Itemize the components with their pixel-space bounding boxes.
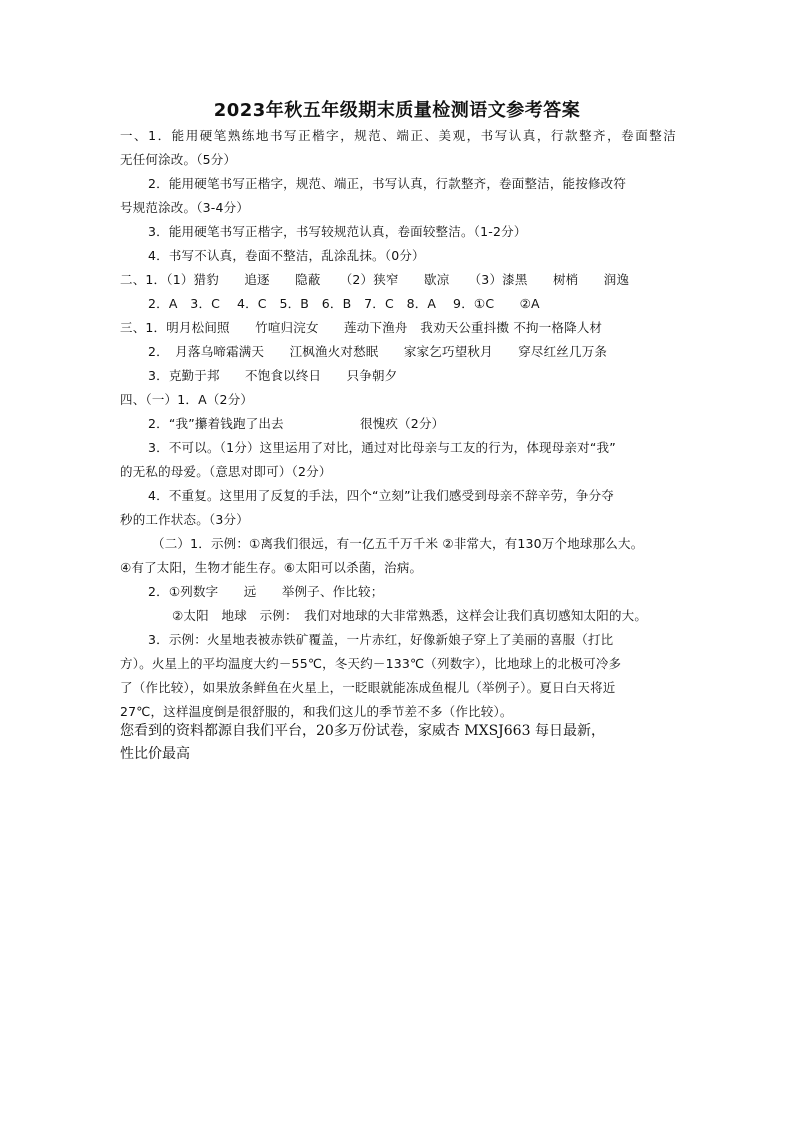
footer-note: 性比价最高 [120,746,190,762]
answer-line: ②太阳 地球 示例： 我们对地球的大非常熟悉，这样会让我们真切感知太阳的大。 [172,608,648,623]
answer-line: 的无私的母爱。（意思对即可）（2分） [120,464,332,479]
answer-line: 3．不可以。（1分）这里运用了对比，通过对比母亲与工友的行为，体现母亲对“我” [148,440,616,455]
answer-line: 3．能用硬笔书写正楷字，书写较规范认真，卷面较整洁。（1-2分） [148,224,527,239]
answer-line: 2．“我”攥着钱跑了出去 很愧疚（2分） [148,416,445,431]
answer-line: 二、1．（1）猎豹 追逐 隐蔽 （2）狭窄 歇凉 （3）漆黑 树梢 润逸 [120,272,630,287]
footer-note: 您看到的资料都源自我们平台，20多万份试卷，家威杏 MXSJ663 每日最新， [120,723,605,739]
answer-line: 三、1．明月松间照 竹喧归浣女 莲动下渔舟 我劝天公重抖擞 不拘一格降人材 [120,320,603,335]
answer-line: 3．克勤于邦 不饱食以终日 只争朝夕 [148,368,398,383]
answer-line: 4．不重复。这里用了反复的手法，四个“立刻”让我们感受到母亲不辞辛劳，争分夺 [148,488,615,503]
answer-line: 无任何涂改。（5分） [120,152,237,167]
answer-line: 秒的工作状态。（3分） [120,512,249,527]
answer-line: （二）1．示例：①离我们很远，有一亿五千万千米 ②非常大，有130万个地球那么大。 [152,536,644,551]
answer-line: 3．示例：火星地表被赤铁矿覆盖，一片赤红，好像新娘子穿上了美丽的喜服（打比 [148,632,614,647]
page-title: 2023年秋五年级期末质量检测语文参考答案 [213,100,581,121]
answer-line: 四、（一）1．A（2分） [120,392,254,407]
answer-line: 4．书写不认真，卷面不整洁，乱涂乱抹。（0分） [148,248,425,263]
answer-line: 2．A 3．C 4．C 5．B 6．B 7．C 8．A 9．①C ②A [148,296,540,311]
answer-line: 方）。火星上的平均温度大约－55℃，冬天约－133℃（列数字），比地球上的北极可冷多 [120,656,622,671]
answer-line: 了（作比较），如果放条鲜鱼在火星上，一眨眼就能冻成鱼棍儿（举例子）。夏日白天将近 [120,680,616,695]
answer-line: 2．①列数字 远 举例子、作比较； [148,584,384,599]
answer-line: ④有了太阳，生物才能生存。⑥太阳可以杀菌，治病。 [120,560,423,575]
answer-line: 号规范涂改。（3-4分） [120,200,250,215]
answer-line: 一、1．能用硬笔熟练地书写正楷字，规范、端正、美观，书写认真，行款整齐，卷面整洁 [120,128,676,143]
answer-line: 2． 月落乌啼霜满天 江枫渔火对愁眠 家家乞巧望秋月 穿尽红丝几万条 [148,344,608,359]
answer-line: 27℃，这样温度倒是很舒服的，和我们这儿的季节差不多（作比较）。 [120,704,513,719]
answer-line: 2．能用硬笔书写正楷字，规范、端正，书写认真，行款整齐，卷面整洁，能按修改符 [148,176,627,191]
